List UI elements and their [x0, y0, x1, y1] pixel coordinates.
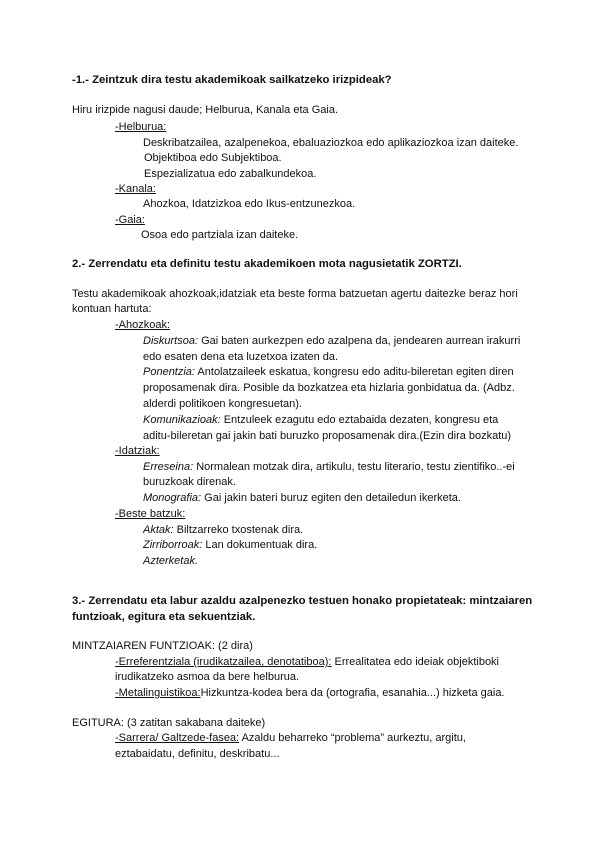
q2-intro: Testu akademikoak ahozkoak,idatziak eta beste forma batzuetan agertu daitezke beraz hori — [72, 288, 518, 300]
definition: Errealitatea edo ideiak objektiboki — [331, 656, 499, 668]
term: Diskurtsoa: — [143, 335, 199, 347]
question-3-heading: 3.- Zerrendatu eta labur azaldu azalpenezko testuen honako propietateak: mintzaiaren — [72, 595, 533, 607]
term: -Erreferentziala (irudikatzailea, denotatiboa): — [115, 656, 332, 668]
helburua-line: Objektiboa edo Subjektiboa. — [144, 152, 282, 164]
erreferentziala-cont: irudikatzeko asmoa da bere helburua. — [115, 671, 300, 683]
definition: Entzuleek ezagutu edo eztabaida dezaten, kongresu eta — [220, 414, 499, 426]
definition: Antolatzaileek eskatua, kongresu edo aditu-bileretan egiten diren — [194, 366, 514, 378]
definition: Azaldu beharreko “problema” aurkeztu, argitu, — [239, 732, 466, 744]
monografia-item — [143, 491, 461, 505]
ponentzia-cont: proposamenak dira. Posible da bozkatzea eta hizlaria gonbidatua da. (Adbz. — [143, 382, 515, 394]
komunikazioak-item — [143, 413, 498, 427]
beste-label: -Beste batzuk: — [115, 508, 186, 520]
funtzioak-title: MINTZAIAREN FUNTZIOAK: (2 dira) — [72, 640, 253, 652]
term: Aktak: — [143, 524, 174, 536]
idatziak-label: -Idatziak: — [115, 445, 160, 457]
gaia-line: Osoa edo partziala izan daiteke. — [141, 229, 299, 241]
q2-intro: kontuan hartuta: — [72, 303, 152, 315]
erreferentziala-item — [115, 655, 499, 669]
term: Monografia: — [143, 492, 202, 504]
term: Erreseina: — [143, 461, 194, 473]
azterketak-item: Azterketak. — [143, 555, 199, 567]
helburua-line: Deskribatzailea, azalpenekoa, ebaluaziozkoa edo aplikaziozkoa izan daiteke. — [143, 137, 519, 149]
question-1-heading: -1.- Zeintzuk dira testu akademikoak sailkatzeko irizpideak? — [72, 74, 392, 86]
term: Komunikazioak: — [143, 414, 221, 426]
definition: Normalean motzak dira, artikulu, testu literario, testu zientifiko..-ei — [193, 461, 515, 473]
gaia-label: -Gaia: — [115, 214, 145, 226]
definition: Biltzarreko txostenak dira. — [173, 524, 304, 536]
diskurtsoa-item — [143, 334, 520, 348]
question-3-heading-cont: funtzioak, egitura eta sekuentziak. — [72, 611, 256, 623]
term: Zirriborroak: — [143, 539, 203, 551]
egitura-title: EGITURA: (3 zatitan sakabana daiteke) — [72, 717, 266, 729]
erreseina-item — [143, 460, 515, 474]
helburua-line: Espezializatua edo zabalkundekoa. — [144, 168, 317, 180]
aktak-item — [143, 523, 303, 537]
sarrera-item — [115, 731, 466, 745]
term: Ponentzia: — [143, 366, 195, 378]
definition: Hizkuntza-kodea bera da (ortografia, esanahia...) hizketa gaia. — [200, 687, 505, 699]
kanala-label: -Kanala: — [115, 183, 156, 195]
definition: Lan dokumentuak dira. — [202, 539, 318, 551]
zirriborroak-item — [143, 538, 317, 552]
erreseina-cont: buruzkoak direnak. — [143, 476, 236, 488]
ahozkoak-label: -Ahozkoak: — [115, 319, 171, 331]
term: -Sarrera/ Galtzede-fasea: — [115, 732, 240, 744]
ponentzia-cont: alderdi politikoen kongresuetan). — [143, 398, 302, 410]
question-2-heading: 2.- Zerrendatu eta definitu testu akademikoen mota nagusietatik ZORTZI. — [72, 258, 462, 270]
definition: Gai jakin bateri buruz egiten den detailedun ikerketa. — [201, 492, 461, 504]
term: -Metalinguistikoa: — [115, 687, 201, 699]
definition: Gai baten aurkezpen edo azalpena da, jendearen aurrean irakurri — [198, 335, 521, 347]
diskurtsoa-cont: edo esaten dena eta luzetxoa izaten da. — [143, 351, 339, 363]
q1-intro: Hiru irizpide nagusi daude; Helburua, Kanala eta Gaia. — [72, 104, 338, 116]
metalinguistikoa-item — [115, 686, 505, 700]
kanala-line: Ahozkoa, Idatzizkoa edo Ikus-entzunezkoa. — [143, 198, 356, 210]
komunikazioak-cont: aditu-bileretan gai jakin bati buruzko proposamenak dira.(Ezin dira bozkatu) — [143, 430, 512, 442]
sarrera-cont: eztabaidatu, definitu, deskribatu... — [115, 748, 280, 760]
helburua-label: -Helburua: — [115, 121, 167, 133]
ponentzia-item — [143, 365, 514, 379]
